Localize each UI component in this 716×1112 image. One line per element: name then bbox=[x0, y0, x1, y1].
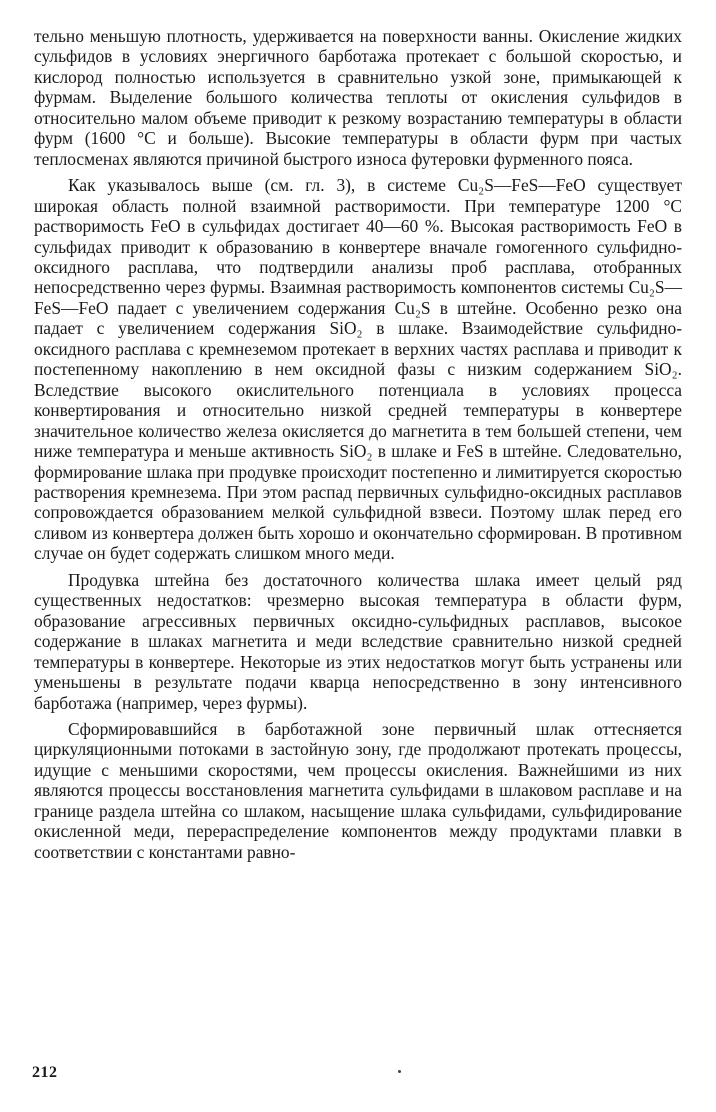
print-speck bbox=[398, 1070, 401, 1073]
paragraph-1: тельно меньшую плотность, удерживается на поверхности ванны. Окисление жидких сульфидов в условиях энергичного барботажа протекает с большой скоростью, и кислород полностью используется в сравнительно узкой зоне, примыкающей к фурмам. Выделение большого количества теплоты от окисления сульфидов в относительно малом объеме приводит к резкому возрастанию температуры в области фурм (1600 °C и больше). Высокие температуры в области фурм при частых теплосменах являются причиной быстрого износа футеровки фурменного пояса. bbox=[34, 26, 682, 169]
page-number: 212 bbox=[32, 1064, 58, 1081]
paragraph-2: Как указывалось выше (см. гл. 3), в системе Cu₂S—FeS—FeO существует широкая область полной взаимной растворимости. При температуре 1200 °C растворимость FeO в сульфидах достигает 40—60 %. Высокая растворимость FeO в сульфидах приводит к образованию в конвертере вначале гомогенного сульфидно-оксидного расплава, что подтвердили анализы проб расплава, отобранных непосредственно через фурмы. Взаимная растворимость компонентов системы Cu₂S—FeS—FeO падает с увеличением содержания Cu₂S в штейне. Особенно резко она падает с увеличением содержания SiO₂ в шлаке. Взаимодействие сульфидно-оксидного расплава с кремнеземом протекает в верхних частях расплава и приводит к постепенному накоплению в нем оксидной фазы с низким содержанием SiO₂. Вследствие высокого окислительного потенциала в условиях процесса конвертирования и относительно низкой средней температуры в конвертере значительное количество железа окисляется до магнетита в тем большей степени, чем ниже температура и меньше активность SiO₂ в шлаке и FeS в штейне. Следовательно, формирование шлака при продувке происходит постепенно и лимитируется скоростью растворения кремнезема. При этом распад первичных сульфидно-оксидных расплавов сопровождается образованием мелкой сульфидной взвеси. Поэтому шлак перед его сливом из конвертера должен быть хорошо и окончательно сформирован. В противном случае он будет содержать слишком много меди. bbox=[34, 175, 682, 564]
page-text-column bbox=[34, 26, 682, 862]
paragraph-3: Продувка штейна без достаточного количества шлака имеет целый ряд существенных недостатков: чрезмерно высокая температура в области фурм, образование агрессивных первичных оксидно-сульфидных расплавов, высокое содержание в шлаках магнетита и меди вследствие сравнительно низкой средней температуры в конвертере. Некоторые из этих недостатков могут быть устранены или уменьшены в результате подачи кварца непосредственно в зону интенсивного барботажа (например, через фурмы). bbox=[34, 569, 682, 713]
paragraph-4: Сформировавшийся в барботажной зоне первичный шлак оттесняется циркуляционными потоками в застойную зону, где продолжают протекать процессы, идущие с меньшими скоростями, чем процессы окисления. Важнейшими из них являются процессы восстановления магнетита сульфидами в шлаковом расплаве и на границе раздела штейна со шлаком, насыщение шлака сульфидами, сульфидирование окисленной меди, перераспределение компонентов между продуктами плавки в соответствии с константами равно- bbox=[34, 718, 682, 862]
